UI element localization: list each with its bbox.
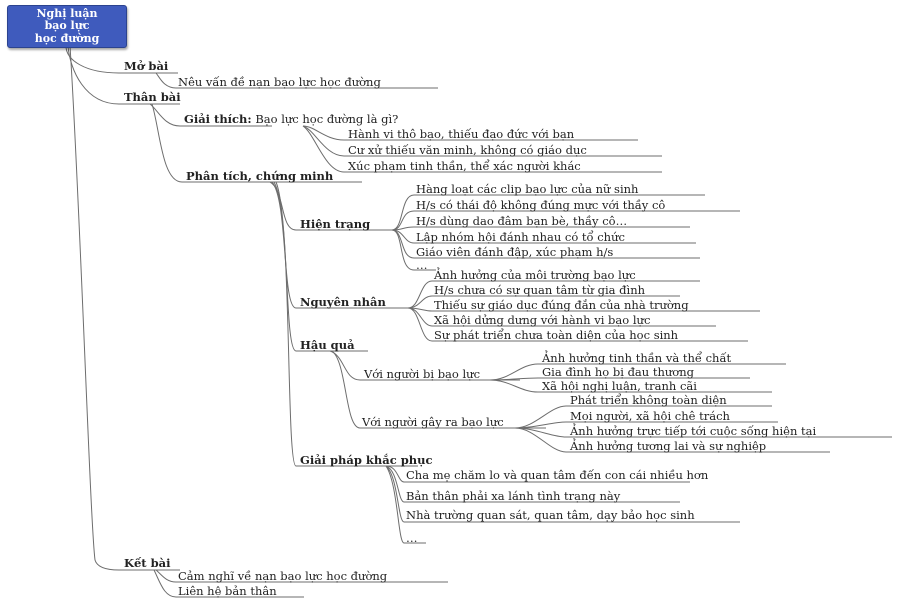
root-line-3: học đường [34, 31, 100, 45]
node-giai-phap-item-3[interactable]: Nhà trường quan sát, quan tâm, dạy bảo học sinh [406, 508, 695, 522]
root-line-1: Nghị luận [36, 6, 98, 20]
node-mo-bai[interactable]: Mở bài [124, 59, 169, 73]
node-giai-phap-item-4[interactable]: … [406, 531, 418, 545]
node-nguyen-nhan[interactable]: Nguyên nhân [300, 295, 386, 309]
node-voi-nguoi-gay-item-3[interactable]: Ảnh hưởng trực tiếp tới cuộc sống hiện tại [570, 424, 817, 438]
node-hien-trang-item-6[interactable]: … [416, 258, 428, 272]
node-voi-nguoi-gay[interactable]: Với người gây ra bạo lực [362, 415, 504, 429]
node-voi-nguoi-gay-item-1[interactable]: Phát triển không toàn diện [570, 393, 727, 407]
giai-thich-question: Bạo lực học đường là gì? [255, 112, 399, 126]
node-nguyen-nhan-item-5[interactable]: Sự phát triển chưa toàn diện của học sinh [434, 328, 679, 342]
node-voi-nguoi-bi-item-2[interactable]: Gia đình họ bị đau thương [542, 365, 694, 379]
node-nguyen-nhan-item-4[interactable]: Xã hội dửng dưng với hành vi bạo lực [434, 313, 651, 327]
node-giai-phap-item-1[interactable]: Cha mẹ chăm lo và quan tâm đến con cái nhiều hơn [406, 468, 709, 482]
node-giai-thich-item-3[interactable]: Xúc phạm tinh thần, thể xác người khác [348, 159, 581, 173]
node-nguyen-nhan-item-3[interactable]: Thiếu sự giáo dục đúng đắn của nhà trường [434, 298, 689, 312]
node-phan-tich[interactable]: Phân tích, chứng minh [186, 169, 334, 183]
node-hien-trang-item-2[interactable]: H/s có thái độ không đúng mực với thầy cô [416, 198, 666, 212]
node-voi-nguoi-bi[interactable]: Với người bị bạo lực [364, 367, 481, 381]
node-hien-trang[interactable]: Hiện trạng [300, 217, 371, 231]
node-giai-thich-item-1[interactable]: Hành vi thô bạo, thiếu đạo đức với bạn [348, 127, 575, 141]
root-line-2: bạo lực [44, 19, 90, 33]
node-ket-bai-item-2[interactable]: Liên hệ bản thân [178, 584, 277, 598]
node-giai-phap-item-2[interactable]: Bản thân phải xa lánh tình trạng này [406, 489, 621, 503]
node-hien-trang-item-4[interactable]: Lập nhóm hội đánh nhau có tổ chức [416, 230, 625, 244]
node-nguyen-nhan-item-1[interactable]: Ảnh hưởng của môi trường bạo lực [434, 268, 636, 282]
node-giai-thich-item-2[interactable]: Cư xử thiếu văn minh, không có giáo dục [348, 143, 587, 157]
node-voi-nguoi-bi-item-1[interactable]: Ảnh hưởng tinh thần và thể chất [542, 351, 732, 365]
giai-thich-label: Giải thích: [184, 112, 252, 126]
node-ket-bai-item-1[interactable]: Cảm nghĩ về nạn bạo lực học đường [178, 569, 388, 583]
node-giai-phap[interactable]: Giải pháp khắc phục [300, 453, 433, 467]
node-hien-trang-item-1[interactable]: Hàng loạt các clip bạo lực của nữ sinh [416, 182, 639, 196]
node-giai-thich[interactable] [184, 112, 398, 126]
node-nguyen-nhan-item-2[interactable]: H/s chưa có sự quan tâm từ gia đình [434, 283, 646, 297]
node-than-bai[interactable]: Thân bài [124, 90, 181, 104]
node-mo-bai-item-1[interactable]: Nêu vấn đề nạn bạo lực học đường [178, 75, 381, 89]
node-ket-bai[interactable]: Kết bài [124, 556, 171, 570]
node-hien-trang-item-3[interactable]: H/s dùng dao đâm bạn bè, thầy cô… [416, 214, 628, 228]
root-node[interactable] [7, 5, 127, 48]
node-voi-nguoi-bi-item-3[interactable]: Xã hội nghị luận, tranh cãi [542, 379, 697, 393]
node-voi-nguoi-gay-item-2[interactable]: Mọi người, xã hội chê trách [570, 409, 730, 423]
node-voi-nguoi-gay-item-4[interactable]: Ảnh hưởng tương lai và sự nghiệp [570, 439, 767, 453]
node-hien-trang-item-5[interactable]: Giáo viên đánh đập, xúc phạm h/s [416, 245, 614, 259]
node-hau-qua[interactable]: Hậu quả [300, 338, 355, 352]
